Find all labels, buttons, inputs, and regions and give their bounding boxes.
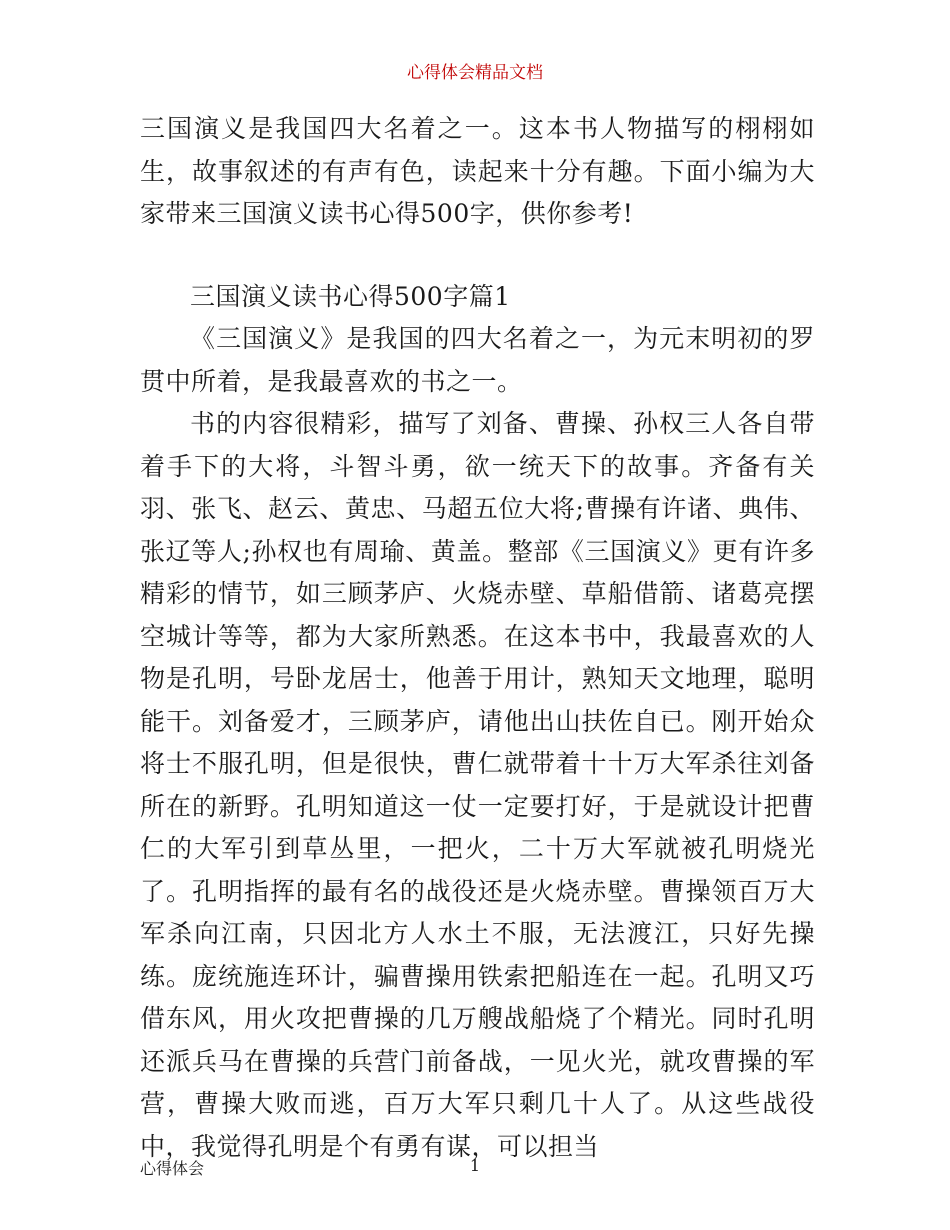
page-number: 1 (469, 1156, 481, 1175)
document-body (140, 108, 815, 1168)
footer-label: 心得体会 (140, 1159, 205, 1178)
body-paragraph: 《三国演义》是我国的四大名着之一，为元末明初的罗贯中所着，是我最喜欢的书之一。 (140, 324, 815, 396)
body-paragraph: 书的内容很精彩，描写了刘备、曹操、孙权三人各自带着手下的大将，斗智斗勇，欲一统天下的故事。齐备有关羽、张飞、赵云、黄忠、马超五位大将;曹操有许诸、典伟、张辽等人;孙权也有周瑜、黄盖。整部《三国演义》更有许多精彩的情节，如三顾茅庐、火烧赤壁、草船借箭、诸葛亮摆空城计等等，都为大家所熟悉。在这本书中，我最喜欢的人物是孔明，号卧龙居士，他善于用计，熟知天文地理，聪明能干。刘备爱才，三顾茅庐，请他出山扶佐自已。刚开始众将士不服孔明，但是很快，曹仁就带着十十万大军杀往刘备所在的新野。孔明知道这一仗一定要打好，于是就设计把曹仁的大军引到草丛里，一把火，二十万大军就被孔明烧光了。孔明指挥的最有名的战役还是火烧赤壁。曹操领百万大军杀向江南，只因北方人水土不服，无法渡江，只好先操练。庞统施连环计，骗曹操用铁索把船连在一起。孔明又巧借东风，用火攻把曹操的几万艘战船烧了个精光。同时孔明还派兵马在曹操的兵营门前备战，一见火光，就攻曹操的军营，曹操大败而逃，百万大军只剩几十人了。从这些战役中，我觉得孔明是个有勇有谋，可以担当 (140, 409, 815, 1161)
page-header-title: 心得体会精品文档 (407, 63, 543, 83)
section-spacer (140, 236, 815, 276)
intro-paragraph: 三国演义是我国四大名着之一。这本书人物描写的栩栩如生，故事叙述的有声有色，读起来十分有趣。下面小编为大家带来三国演义读书心得500字，供你参考! (140, 114, 815, 228)
section-title: 三国演义读书心得500字篇1 (190, 281, 511, 311)
